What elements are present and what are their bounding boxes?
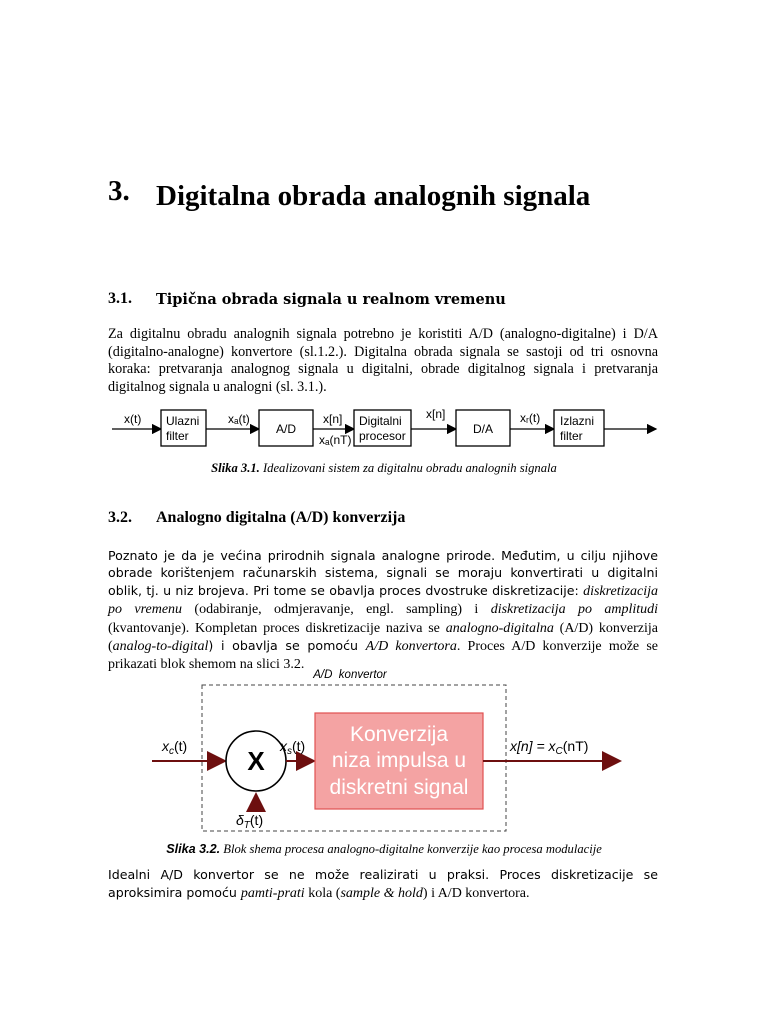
text-run: ) i obavlja se pomoću — [208, 638, 366, 654]
block-label: A/D — [275, 422, 297, 436]
signal-label: xᵣ(t) — [520, 411, 541, 425]
text-run-italic: pamti-prati — [240, 886, 305, 901]
caption-label: Slika 3.1. — [211, 461, 260, 475]
label-arg: (t) — [249, 812, 264, 828]
text-run-italic: analog-to-digital — [112, 639, 209, 655]
text-run: (odabiranje, odmjeravanje, engl. sampling) i — [182, 602, 491, 618]
caption-label: Slika 3.2. — [166, 842, 221, 856]
text-run: . Proces A/D konverzije može se prikazati blok shemom na slici 3.2. — [108, 639, 658, 673]
conversion-box-text: niza impulsa u — [331, 749, 467, 772]
block-label: Digitalni — [359, 414, 402, 428]
text-run-italic: diskretizacija po vremenu — [108, 583, 658, 618]
text-run: ) i A/D konvertora. — [422, 886, 530, 901]
block-label: Izlazni — [560, 414, 595, 428]
text-run: Poznato je da je većina prirodnih signala analogne prirode. Međutim, u cilju njihove obrade korištenjem računarskih sistema, signali se moraju konvertirati u digitalni oblik, tj. u niz brojeva. Pri tome se obavlja proces dvostruke diskretizacije: — [108, 548, 658, 598]
label-sub: s — [287, 746, 292, 757]
text-run: kola ( — [304, 886, 341, 901]
chapter-title: Digitalna obrada analognih signala — [156, 180, 591, 212]
signal-label: x[n] — [323, 412, 343, 426]
text-run-italic: sample & hold — [340, 886, 423, 901]
signal-label: x(t) — [124, 412, 142, 426]
text-run: Idealni A/D konvertor se ne može realizirati u praksi. Proces diskretizacije se aproksimira pomoću — [108, 867, 658, 900]
output-signal-label — [509, 738, 588, 757]
input-signal-label — [161, 738, 187, 757]
text-run: (A/D) konverzija ( — [108, 620, 658, 655]
conversion-box-text: diskretni signal — [329, 776, 469, 799]
section-paragraph: Za digitalnu obradu analognih signala potrebno je koristiti A/D (analogno-digitalne) i D/A (digitalno-analogne) konvertore (sl.1.2.). Digitalna obrada signala se sastoji od tri osnovna koraka: pretvaranja analognog signala u digitalni, obrade digitalnog signala i pretvaranja digitalnog signala u analogni (sl. 3.1.). — [108, 326, 658, 395]
block-label: filter — [560, 429, 583, 443]
closing-paragraph — [108, 866, 658, 903]
section-title: Analogno digitalna (A/D) konverzija — [156, 509, 406, 526]
section-number: 3.1. — [108, 290, 132, 307]
section-number: 3.2. — [108, 509, 132, 526]
label-main: x — [280, 738, 287, 754]
text-run-italic: diskretizacija po amplitudi — [490, 602, 659, 618]
label-main: x[n] = x — [510, 738, 556, 754]
signal-label: xₐ(nT) — [319, 433, 352, 447]
label-main: x — [162, 738, 169, 754]
label-sub: T — [243, 820, 250, 831]
label-arg: (t) — [174, 738, 188, 754]
caption-text: Idealizovani sistem za digitalnu obradu analognih signala — [262, 461, 557, 475]
label-sub: C — [555, 746, 563, 757]
multiplier-symbol: X — [247, 746, 265, 776]
signal-label: xₐ(t) — [228, 412, 250, 426]
caption-text: Blok shema procesa analogno-digitalne konverzije kao procesa modulacije — [223, 842, 602, 856]
block-label: Ulazni — [166, 414, 200, 428]
text-run: (kvantovanje). Kompletan proces diskretizacije naziva se — [108, 620, 446, 636]
label-arg: (nT) — [562, 738, 589, 754]
label-arg: (t) — [292, 738, 306, 754]
text-run-italic: analogno-digitalna — [445, 620, 554, 636]
figure-caption — [0, 461, 768, 476]
figure-caption — [0, 842, 768, 857]
chapter-number: 3. — [108, 175, 130, 207]
label-sub: c — [169, 746, 174, 757]
impulse-train-label — [236, 812, 263, 831]
section-title: Tipična obrada signala u realnom vremenu — [156, 291, 506, 308]
block-label: filter — [166, 429, 189, 443]
label-main: δ — [236, 812, 244, 828]
block-label: procesor — [359, 429, 406, 443]
text-run-italic: A/D konvertora — [365, 639, 457, 655]
figure-3-1-block-diagram — [108, 404, 660, 452]
frame-label: A/D konvertor — [313, 669, 387, 681]
section-paragraph — [108, 547, 658, 674]
block-label: D/A — [472, 422, 494, 436]
conversion-box-text: Konverzija — [349, 723, 449, 746]
figure-3-2-ad-converter — [150, 665, 625, 835]
signal-label: x[n] — [426, 407, 446, 421]
